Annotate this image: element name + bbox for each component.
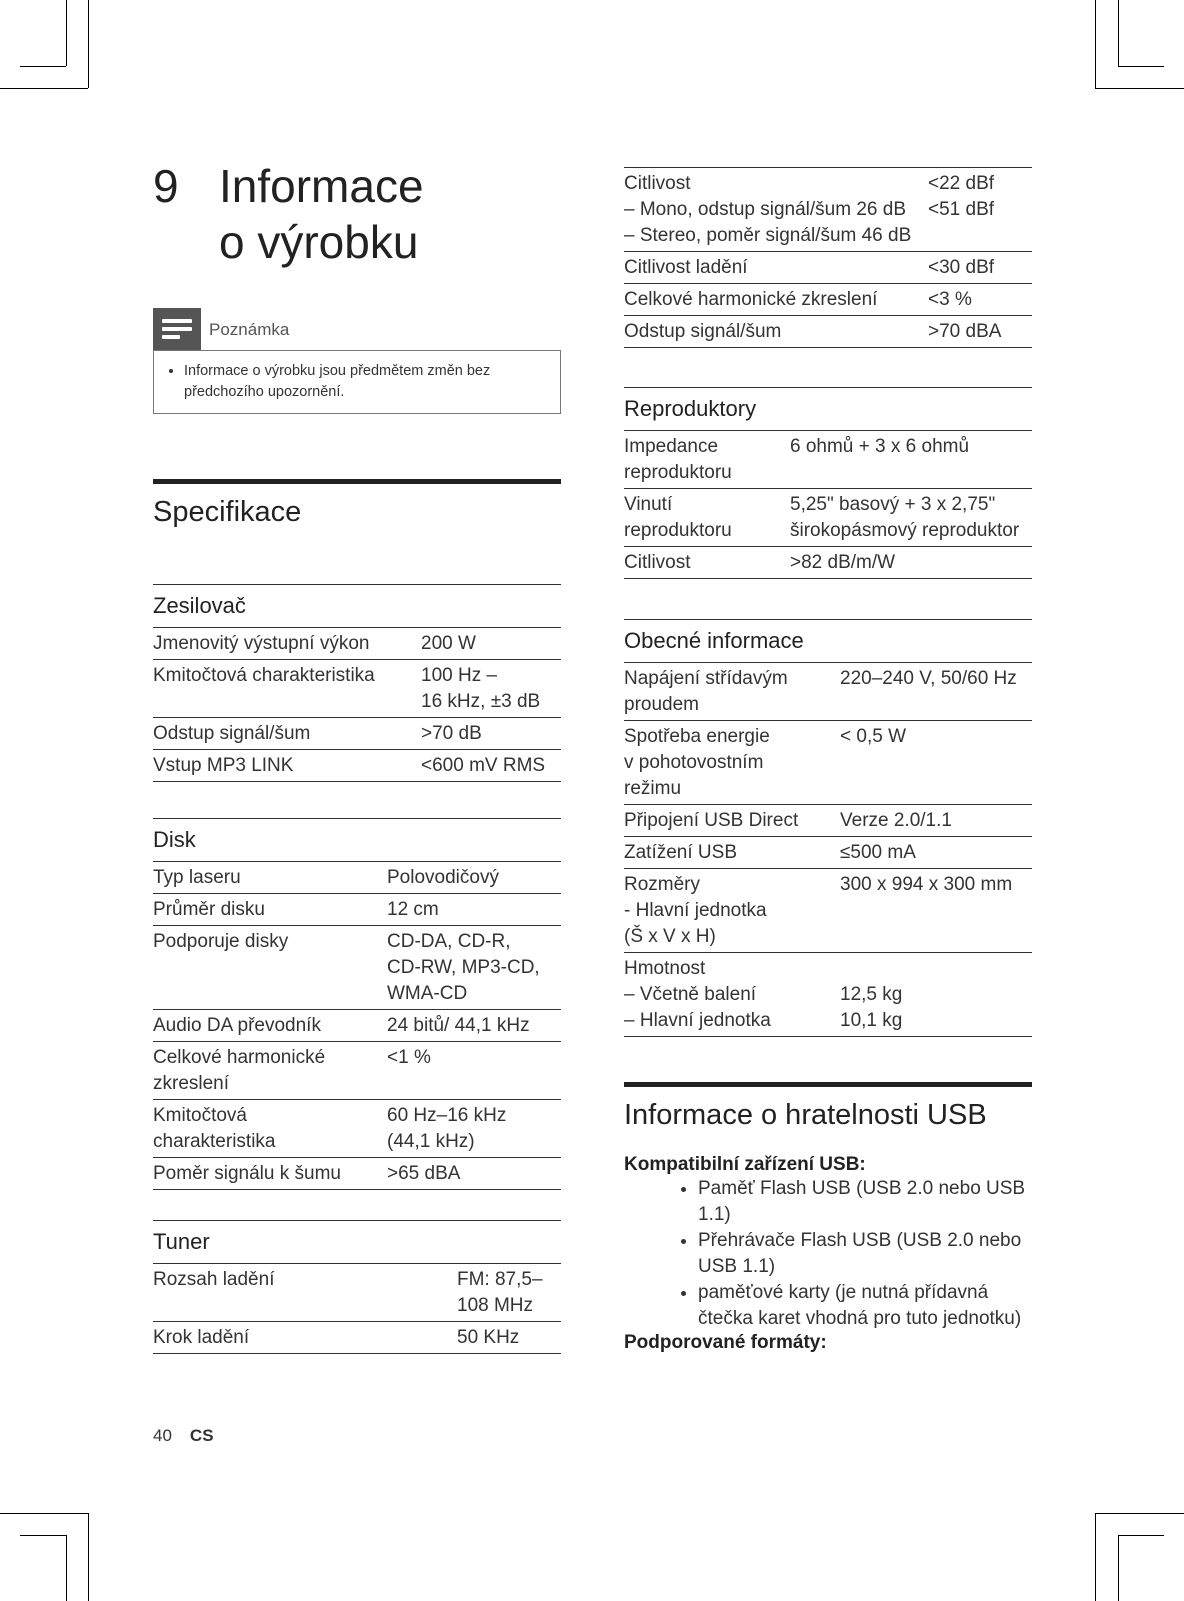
crop-mark — [0, 88, 88, 89]
crop-mark — [88, 1513, 89, 1601]
spec-label: Citlivost – Mono, odstup signál/šum 26 dB – Stereo, poměr signál/šum 46 dB — [624, 168, 928, 252]
table-row — [624, 431, 1032, 489]
spec-label: Celkové harmonické zkreslení — [153, 1042, 387, 1100]
spec-value: <30 dBf — [928, 252, 1032, 284]
table-row — [624, 953, 1032, 1037]
spec-value: FM: 87,5– 108 MHz — [457, 1264, 561, 1322]
language-code: CS — [189, 1426, 214, 1445]
table-row — [624, 284, 1032, 316]
table-row — [153, 1264, 561, 1322]
crop-mark — [66, 1535, 67, 1601]
section-title: Disk — [153, 818, 561, 862]
spec-label: Audio DA převodník — [153, 1010, 387, 1042]
spec-label: Odstup signál/šum — [624, 316, 928, 348]
spec-label: Napájení střídavým proudem — [624, 663, 840, 721]
spec-value: 200 W — [421, 628, 561, 660]
spec-label: Citlivost — [624, 547, 790, 579]
note-item: • Informace o výrobku jsou předmětem změn bez předchozího upozornění. — [184, 361, 548, 403]
spec-value: >70 dB — [421, 718, 561, 750]
crop-mark — [1095, 0, 1096, 88]
table-row — [624, 547, 1032, 579]
section-title-specifikace: Specifikace — [153, 479, 561, 529]
chapter-number: 9 — [153, 160, 179, 212]
spec-value: 220–240 V, 50/60 Hz — [840, 663, 1032, 721]
list-item: • paměťové karty (je nutná přídavná čtečka karet vhodná pro tuto jednotku) — [698, 1280, 1032, 1332]
table-row — [153, 750, 561, 782]
spec-value: <1 % — [387, 1042, 561, 1100]
spec-label: Typ laseru — [153, 862, 387, 894]
table-row — [153, 1010, 561, 1042]
spec-label: Zatížení USB — [624, 837, 840, 869]
crop-mark — [1095, 88, 1184, 89]
spec-value: 5,25" basový + 3 x 2,75" širokopásmový reproduktor — [790, 489, 1032, 547]
usb-info — [624, 1154, 1032, 1354]
spec-label: Celkové harmonické zkreslení — [624, 284, 928, 316]
spec-value: >65 dBA — [387, 1158, 561, 1190]
section-title: Reproduktory — [624, 387, 1032, 431]
note-icon — [153, 308, 201, 350]
crop-mark — [88, 0, 89, 88]
spec-value: 24 bitů/ 44,1 kHz — [387, 1010, 561, 1042]
section-zesilovac — [153, 584, 561, 782]
table-row — [624, 721, 1032, 805]
table-row — [153, 1100, 561, 1158]
crop-mark — [1095, 1513, 1096, 1601]
table-row — [624, 869, 1032, 953]
spec-value: <3 % — [928, 284, 1032, 316]
spec-value: < 0,5 W — [840, 721, 1032, 805]
list-item: • Paměť Flash USB (USB 2.0 nebo USB 1.1) — [698, 1176, 1032, 1228]
table-row — [624, 252, 1032, 284]
spec-value: >70 dBA — [928, 316, 1032, 348]
section-title: Obecné informace — [624, 619, 1032, 663]
spec-table — [624, 663, 1032, 1037]
spec-table — [153, 862, 561, 1190]
table-row — [624, 837, 1032, 869]
section-reproduktory — [624, 387, 1032, 579]
crop-mark — [1118, 1535, 1119, 1601]
spec-label: Citlivost ladění — [624, 252, 928, 284]
table-row — [153, 718, 561, 750]
section-tuner — [153, 1220, 561, 1354]
table-row — [153, 926, 561, 1010]
table-row — [624, 663, 1032, 721]
spec-label: Impedance reproduktoru — [624, 431, 790, 489]
spec-value: Verze 2.0/1.1 — [840, 805, 1032, 837]
usb-device-list — [624, 1176, 1032, 1332]
table-row — [153, 628, 561, 660]
spec-value: Polovodičový — [387, 862, 561, 894]
spec-label: Hmotnost – Včetně balení – Hlavní jednotka — [624, 953, 840, 1037]
spec-label: Vinutí reproduktoru — [624, 489, 790, 547]
table-row — [153, 862, 561, 894]
table-row — [153, 660, 561, 718]
table-row — [624, 168, 1032, 252]
spec-value: 100 Hz – 16 kHz, ±3 dB — [421, 660, 561, 718]
spec-label: Průměr disku — [153, 894, 387, 926]
spec-label: Poměr signálu k šumu — [153, 1158, 387, 1190]
table-row — [153, 1042, 561, 1100]
spec-label: Krok ladění — [153, 1322, 457, 1354]
section-tuner-continued — [624, 167, 1032, 348]
crop-mark — [66, 0, 67, 66]
list-item: • Přehrávače Flash USB (USB 2.0 nebo USB 1.1) — [698, 1228, 1032, 1280]
formats-label: Podporované formáty: — [624, 1332, 827, 1353]
spec-table — [153, 1264, 561, 1354]
spec-value: 12 cm — [387, 894, 561, 926]
spec-value: <22 dBf <51 dBf — [928, 168, 1032, 252]
crop-mark — [0, 1513, 88, 1514]
spec-value: 60 Hz–16 kHz (44,1 kHz) — [387, 1100, 561, 1158]
spec-label: Rozměry - Hlavní jednotka (Š x V x H) — [624, 869, 840, 953]
page-footer — [153, 1426, 214, 1446]
section-disk — [153, 818, 561, 1190]
spec-value: ≤500 mA — [840, 837, 1032, 869]
spec-value: >82 dB/m/W — [790, 547, 1032, 579]
spec-table — [624, 168, 1032, 348]
note-box — [153, 308, 561, 414]
spec-value: 50 KHz — [457, 1322, 561, 1354]
spec-value: 6 ohmů + 3 x 6 ohmů — [790, 431, 1032, 489]
crop-mark — [1095, 1513, 1184, 1514]
table-row — [153, 1158, 561, 1190]
spec-label: Kmitočtová charakteristika — [153, 660, 421, 718]
section-title: Tuner — [153, 1220, 561, 1264]
table-row — [624, 489, 1032, 547]
spec-label: Podporuje disky — [153, 926, 387, 1010]
spec-value: 12,5 kg 10,1 kg — [840, 953, 1032, 1037]
spec-label: Spotřeba energie v pohotovostním režimu — [624, 721, 840, 805]
spec-value: 300 x 994 x 300 mm — [840, 869, 1032, 953]
spec-table — [624, 431, 1032, 579]
table-row — [153, 1322, 561, 1354]
spec-value: <600 mV RMS — [421, 750, 561, 782]
spec-label: Rozsah ladění — [153, 1264, 457, 1322]
crop-mark — [20, 66, 66, 67]
spec-label: Kmitočtová charakteristika — [153, 1100, 387, 1158]
compat-label: Kompatibilní zařízení USB: — [624, 1154, 866, 1175]
section-title: Zesilovač — [153, 584, 561, 628]
spec-label: Odstup signál/šum — [153, 718, 421, 750]
section-obecne — [624, 619, 1032, 1037]
table-row — [624, 805, 1032, 837]
table-row — [624, 316, 1032, 348]
spec-table — [153, 628, 561, 782]
section-title-usb: Informace o hratelnosti USB — [624, 1082, 1032, 1132]
crop-mark — [1118, 1535, 1164, 1536]
crop-mark — [20, 1535, 66, 1536]
crop-mark — [1118, 66, 1164, 67]
spec-label: Vstup MP3 LINK — [153, 750, 421, 782]
note-label: Poznámka — [209, 320, 290, 339]
table-row — [153, 894, 561, 926]
spec-label: Jmenovitý výstupní výkon — [153, 628, 421, 660]
page-number: 40 — [153, 1426, 172, 1445]
spec-value: CD-DA, CD-R, CD-RW, MP3-CD, WMA-CD — [387, 926, 561, 1010]
chapter-title: Informace o výrobku — [219, 160, 424, 268]
spec-label: Připojení USB Direct — [624, 805, 840, 837]
crop-mark — [1118, 0, 1119, 66]
